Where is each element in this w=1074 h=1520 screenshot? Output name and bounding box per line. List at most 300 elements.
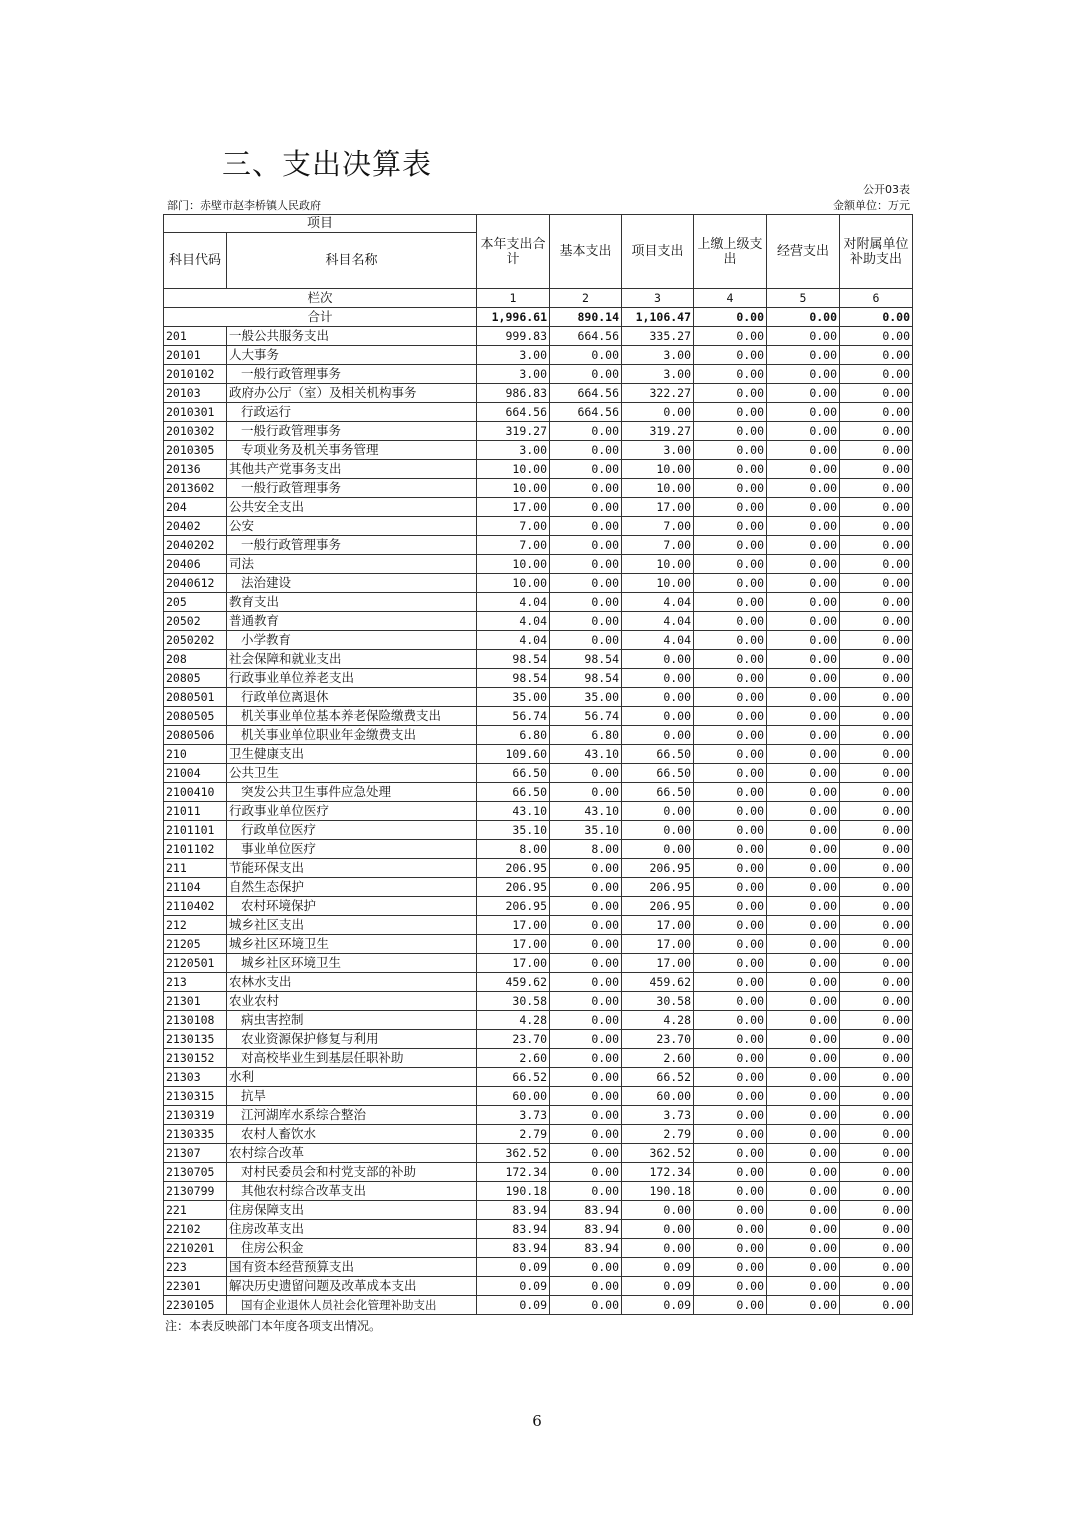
amount-cell: 0.00	[840, 1239, 913, 1258]
amount-cell: 0.00	[767, 441, 840, 460]
amount-cell: 17.00	[622, 954, 694, 973]
amount-cell: 0.00	[840, 612, 913, 631]
amount-cell: 0.00	[767, 954, 840, 973]
table-row	[164, 384, 913, 403]
header-project: 项目支出	[622, 215, 694, 289]
amount-cell: 0.00	[550, 1011, 622, 1030]
subject-code: 20402	[164, 517, 227, 536]
amount-cell: 0.00	[694, 346, 767, 365]
amount-cell: 10.00	[622, 574, 694, 593]
amount-cell: 35.00	[550, 688, 622, 707]
table-row	[164, 859, 913, 878]
amount-cell: 0.00	[694, 688, 767, 707]
subject-name: 病虫害控制	[227, 1011, 477, 1030]
amount-cell: 17.00	[477, 916, 550, 935]
table-row	[164, 897, 913, 916]
amount-cell: 0.00	[694, 1296, 767, 1315]
amount-cell: 0.00	[694, 1068, 767, 1087]
amount-cell: 2.60	[477, 1049, 550, 1068]
subject-name: 城乡社区支出	[227, 916, 477, 935]
amount-cell: 0.00	[550, 992, 622, 1011]
subject-code: 2040612	[164, 574, 227, 593]
amount-cell: 10.00	[477, 460, 550, 479]
amount-cell: 459.62	[622, 973, 694, 992]
amount-cell: 0.00	[694, 821, 767, 840]
amount-cell: 0.00	[694, 612, 767, 631]
amount-cell: 0.00	[550, 460, 622, 479]
amount-cell: 0.00	[622, 840, 694, 859]
amount-cell: 0.00	[840, 726, 913, 745]
amount-cell: 56.74	[477, 707, 550, 726]
table-row	[164, 327, 913, 346]
amount-cell: 8.00	[477, 840, 550, 859]
amount-cell: 0.00	[550, 878, 622, 897]
amount-cell: 0.00	[694, 840, 767, 859]
subject-name: 农村综合改革	[227, 1144, 477, 1163]
amount-cell: 0.00	[767, 897, 840, 916]
column-number: 5	[767, 289, 840, 308]
amount-cell: 0.00	[840, 669, 913, 688]
table-row	[164, 840, 913, 859]
amount-cell: 0.00	[694, 1125, 767, 1144]
subject-name: 司法	[227, 555, 477, 574]
amount-cell: 0.00	[767, 916, 840, 935]
amount-cell: 664.56	[550, 327, 622, 346]
subject-code: 212	[164, 916, 227, 935]
amount-cell: 4.04	[622, 612, 694, 631]
amount-cell: 10.00	[477, 555, 550, 574]
amount-cell: 0.00	[694, 536, 767, 555]
page-title: 三、支出决算表	[222, 147, 433, 181]
table-row	[164, 1087, 913, 1106]
subject-name: 一般行政管理事务	[227, 479, 477, 498]
amount-cell: 0.09	[477, 1258, 550, 1277]
amount-cell: 0.00	[550, 935, 622, 954]
amount-cell: 0.00	[840, 688, 913, 707]
amount-cell: 23.70	[622, 1030, 694, 1049]
table-row	[164, 802, 913, 821]
amount-cell: 0.00	[767, 1220, 840, 1239]
amount-cell: 0.00	[694, 1144, 767, 1163]
column-number: 4	[694, 289, 767, 308]
amount-cell: 0.00	[840, 346, 913, 365]
subject-name: 突发公共卫生事件应急处理	[227, 783, 477, 802]
amount-cell: 0.00	[767, 1239, 840, 1258]
header-upper: 上缴上级支出	[694, 215, 767, 289]
amount-cell: 66.50	[622, 764, 694, 783]
amount-cell: 0.00	[767, 1125, 840, 1144]
amount-cell: 0.00	[840, 498, 913, 517]
amount-cell: 2.79	[622, 1125, 694, 1144]
amount-cell: 7.00	[477, 536, 550, 555]
amount-cell: 0.00	[767, 1182, 840, 1201]
amount-cell: 0.00	[767, 1106, 840, 1125]
sum-value: 0.00	[767, 308, 840, 327]
amount-cell: 0.00	[840, 764, 913, 783]
table-row	[164, 479, 913, 498]
subject-code: 2130799	[164, 1182, 227, 1201]
amount-cell: 0.00	[767, 384, 840, 403]
subject-code: 20136	[164, 460, 227, 479]
amount-cell: 0.00	[694, 764, 767, 783]
amount-cell: 0.00	[622, 726, 694, 745]
column-number: 3	[622, 289, 694, 308]
amount-cell: 0.00	[767, 726, 840, 745]
subject-code: 2130135	[164, 1030, 227, 1049]
amount-cell: 0.00	[840, 802, 913, 821]
amount-cell: 0.00	[840, 707, 913, 726]
amount-cell: 0.00	[767, 1030, 840, 1049]
amount-cell: 0.00	[767, 878, 840, 897]
amount-cell: 206.95	[477, 897, 550, 916]
amount-cell: 7.00	[622, 517, 694, 536]
amount-cell: 0.00	[550, 422, 622, 441]
subject-code: 2080506	[164, 726, 227, 745]
amount-cell: 664.56	[550, 403, 622, 422]
table-row	[164, 1277, 913, 1296]
amount-cell: 0.00	[694, 1011, 767, 1030]
amount-cell: 0.00	[840, 1030, 913, 1049]
amount-cell: 664.56	[477, 403, 550, 422]
table-row	[164, 365, 913, 384]
amount-cell: 664.56	[550, 384, 622, 403]
subject-name: 国有企业退休人员社会化管理补助支出	[227, 1296, 477, 1315]
amount-cell: 0.00	[767, 1011, 840, 1030]
amount-cell: 362.52	[622, 1144, 694, 1163]
table-row	[164, 555, 913, 574]
subject-code: 2010305	[164, 441, 227, 460]
amount-cell: 0.00	[694, 327, 767, 346]
amount-cell: 322.27	[622, 384, 694, 403]
amount-cell: 0.00	[767, 422, 840, 441]
subject-name: 住房保障支出	[227, 1201, 477, 1220]
table-row	[164, 707, 913, 726]
amount-cell: 0.00	[694, 669, 767, 688]
column-number: 2	[550, 289, 622, 308]
amount-cell: 0.00	[767, 935, 840, 954]
subject-code: 2110402	[164, 897, 227, 916]
amount-cell: 17.00	[622, 916, 694, 935]
subject-code: 20101	[164, 346, 227, 365]
subject-code: 22102	[164, 1220, 227, 1239]
table-row	[164, 954, 913, 973]
amount-cell: 206.95	[622, 878, 694, 897]
amount-cell: 0.00	[840, 821, 913, 840]
amount-cell: 0.00	[840, 517, 913, 536]
table-row	[164, 1239, 913, 1258]
amount-cell: 60.00	[622, 1087, 694, 1106]
amount-cell: 986.83	[477, 384, 550, 403]
amount-cell: 0.00	[767, 745, 840, 764]
amount-cell: 35.00	[477, 688, 550, 707]
amount-cell: 6.80	[550, 726, 622, 745]
amount-cell: 0.00	[767, 365, 840, 384]
expenditure-sheet	[163, 182, 912, 1334]
sum-value: 0.00	[840, 308, 913, 327]
column-number: 6	[840, 289, 913, 308]
header-row-item	[164, 215, 913, 233]
amount-cell: 0.00	[840, 384, 913, 403]
amount-cell: 0.00	[694, 1049, 767, 1068]
amount-cell: 0.00	[767, 536, 840, 555]
table-row	[164, 422, 913, 441]
amount-cell: 0.00	[840, 631, 913, 650]
amount-cell: 0.00	[694, 517, 767, 536]
amount-cell: 0.00	[622, 403, 694, 422]
amount-cell: 0.00	[767, 1163, 840, 1182]
subject-code: 21307	[164, 1144, 227, 1163]
table-row	[164, 441, 913, 460]
amount-cell: 0.00	[840, 1049, 913, 1068]
sum-value: 1,106.47	[622, 308, 694, 327]
amount-cell: 0.00	[767, 1049, 840, 1068]
amount-cell: 4.04	[477, 631, 550, 650]
amount-cell: 0.00	[694, 859, 767, 878]
amount-cell: 66.50	[622, 745, 694, 764]
amount-cell: 0.00	[767, 346, 840, 365]
amount-cell: 0.00	[694, 631, 767, 650]
amount-cell: 0.00	[694, 1258, 767, 1277]
amount-cell: 319.27	[622, 422, 694, 441]
amount-cell: 23.70	[477, 1030, 550, 1049]
table-row	[164, 992, 913, 1011]
amount-cell: 0.00	[622, 707, 694, 726]
amount-cell: 0.00	[694, 954, 767, 973]
amount-cell: 4.04	[477, 593, 550, 612]
subject-code: 2101102	[164, 840, 227, 859]
subject-name: 机关事业单位职业年金缴费支出	[227, 726, 477, 745]
subject-name: 社会保障和就业支出	[227, 650, 477, 669]
amount-cell: 0.00	[550, 612, 622, 631]
sum-row	[164, 308, 913, 327]
subject-code: 21104	[164, 878, 227, 897]
amount-cell: 0.00	[767, 669, 840, 688]
table-row	[164, 1106, 913, 1125]
subject-code: 201	[164, 327, 227, 346]
amount-cell: 0.00	[767, 498, 840, 517]
table-row	[164, 346, 913, 365]
amount-cell: 60.00	[477, 1087, 550, 1106]
amount-cell: 0.00	[767, 327, 840, 346]
amount-cell: 7.00	[622, 536, 694, 555]
subject-name: 普通教育	[227, 612, 477, 631]
table-row	[164, 1144, 913, 1163]
subject-code: 21303	[164, 1068, 227, 1087]
amount-cell: 4.28	[477, 1011, 550, 1030]
table-row	[164, 1220, 913, 1239]
amount-cell: 66.50	[477, 783, 550, 802]
header-business: 经营支出	[767, 215, 840, 289]
amount-cell: 0.00	[840, 650, 913, 669]
subject-code: 20805	[164, 669, 227, 688]
subject-name: 事业单位医疗	[227, 840, 477, 859]
amount-cell: 17.00	[622, 935, 694, 954]
amount-cell: 0.00	[840, 878, 913, 897]
subject-name: 住房改革支出	[227, 1220, 477, 1239]
amount-cell: 17.00	[477, 935, 550, 954]
subject-name: 农业农村	[227, 992, 477, 1011]
amount-cell: 0.00	[840, 973, 913, 992]
amount-cell: 459.62	[477, 973, 550, 992]
amount-cell: 0.00	[840, 1163, 913, 1182]
subject-code: 210	[164, 745, 227, 764]
subject-code: 221	[164, 1201, 227, 1220]
amount-cell: 0.00	[550, 1087, 622, 1106]
amount-cell: 0.00	[550, 859, 622, 878]
amount-cell: 0.00	[840, 783, 913, 802]
table-row	[164, 403, 913, 422]
amount-cell: 0.00	[694, 707, 767, 726]
amount-cell: 0.00	[694, 441, 767, 460]
column-number-row	[164, 289, 913, 308]
amount-cell: 172.34	[477, 1163, 550, 1182]
amount-cell: 0.00	[840, 745, 913, 764]
sum-label: 合计	[164, 308, 477, 327]
department-label: 部门：赤壁市赵李桥镇人民政府	[167, 199, 321, 212]
table-id-line	[163, 182, 912, 198]
subject-name: 公共安全支出	[227, 498, 477, 517]
subject-code: 213	[164, 973, 227, 992]
amount-cell: 0.00	[550, 498, 622, 517]
subject-name: 水利	[227, 1068, 477, 1087]
amount-cell: 17.00	[477, 954, 550, 973]
amount-cell: 0.00	[550, 916, 622, 935]
amount-cell: 0.00	[767, 821, 840, 840]
subject-name: 对高校毕业生到基层任职补助	[227, 1049, 477, 1068]
amount-cell: 0.00	[694, 422, 767, 441]
amount-cell: 190.18	[477, 1182, 550, 1201]
amount-cell: 3.00	[477, 346, 550, 365]
amount-cell: 0.00	[694, 802, 767, 821]
amount-cell: 83.94	[550, 1239, 622, 1258]
subject-code: 205	[164, 593, 227, 612]
amount-cell: 319.27	[477, 422, 550, 441]
subject-code: 21301	[164, 992, 227, 1011]
amount-cell: 0.00	[840, 1182, 913, 1201]
table-row	[164, 574, 913, 593]
amount-cell: 0.00	[767, 574, 840, 593]
subject-code: 20103	[164, 384, 227, 403]
amount-cell: 98.54	[550, 650, 622, 669]
amount-cell: 66.50	[622, 783, 694, 802]
header-subsidy: 对附属单位补助支出	[840, 215, 913, 289]
subject-name: 农林水支出	[227, 973, 477, 992]
table-row	[164, 821, 913, 840]
subject-name: 解决历史遗留问题及改革成本支出	[227, 1277, 477, 1296]
amount-cell: 0.00	[622, 821, 694, 840]
header-basic: 基本支出	[550, 215, 622, 289]
subject-name: 其他共产党事务支出	[227, 460, 477, 479]
amount-cell: 4.04	[622, 631, 694, 650]
table-row	[164, 973, 913, 992]
amount-cell: 35.10	[550, 821, 622, 840]
table-row	[164, 935, 913, 954]
amount-cell: 0.00	[550, 555, 622, 574]
amount-cell: 0.00	[840, 1296, 913, 1315]
table-row	[164, 916, 913, 935]
subject-code: 2130315	[164, 1087, 227, 1106]
amount-cell: 0.00	[840, 1106, 913, 1125]
amount-cell: 0.09	[477, 1277, 550, 1296]
amount-cell: 3.00	[477, 365, 550, 384]
amount-cell: 0.00	[550, 365, 622, 384]
amount-cell: 0.00	[767, 973, 840, 992]
amount-cell: 0.00	[550, 536, 622, 555]
subject-name: 公共卫生	[227, 764, 477, 783]
table-row	[164, 726, 913, 745]
table-row	[164, 1068, 913, 1087]
subject-name: 农村环境保护	[227, 897, 477, 916]
amount-cell: 56.74	[550, 707, 622, 726]
amount-cell: 0.00	[767, 593, 840, 612]
unit-label: 金额单位：万元	[833, 199, 910, 212]
amount-cell: 0.09	[622, 1296, 694, 1315]
amount-cell: 7.00	[477, 517, 550, 536]
amount-cell: 0.00	[622, 1239, 694, 1258]
amount-cell: 0.00	[694, 935, 767, 954]
amount-cell: 0.00	[694, 1030, 767, 1049]
amount-cell: 3.00	[622, 346, 694, 365]
amount-cell: 2.60	[622, 1049, 694, 1068]
amount-cell: 0.00	[550, 441, 622, 460]
amount-cell: 66.52	[477, 1068, 550, 1087]
amount-cell: 0.00	[767, 688, 840, 707]
amount-cell: 4.04	[622, 593, 694, 612]
amount-cell: 3.73	[477, 1106, 550, 1125]
subject-code: 21011	[164, 802, 227, 821]
amount-cell: 0.00	[767, 1201, 840, 1220]
amount-cell: 0.00	[550, 1125, 622, 1144]
amount-cell: 0.00	[840, 403, 913, 422]
amount-cell: 0.00	[550, 517, 622, 536]
amount-cell: 66.50	[477, 764, 550, 783]
subject-code: 2130108	[164, 1011, 227, 1030]
amount-cell: 6.80	[477, 726, 550, 745]
amount-cell: 10.00	[477, 574, 550, 593]
amount-cell: 0.00	[694, 555, 767, 574]
amount-cell: 0.00	[694, 1239, 767, 1258]
amount-cell: 0.00	[767, 479, 840, 498]
subject-code: 2013602	[164, 479, 227, 498]
table-row	[164, 764, 913, 783]
amount-cell: 0.00	[767, 840, 840, 859]
table-row	[164, 1049, 913, 1068]
subject-name: 节能环保支出	[227, 859, 477, 878]
subject-name: 抗旱	[227, 1087, 477, 1106]
amount-cell: 0.00	[694, 897, 767, 916]
subject-code: 2080505	[164, 707, 227, 726]
table-row	[164, 1182, 913, 1201]
amount-cell: 0.00	[840, 897, 913, 916]
amount-cell: 83.94	[477, 1220, 550, 1239]
header-total: 本年支出合计	[477, 215, 550, 289]
subject-name: 一般公共服务支出	[227, 327, 477, 346]
amount-cell: 0.00	[694, 783, 767, 802]
amount-cell: 206.95	[622, 859, 694, 878]
subject-code: 2130152	[164, 1049, 227, 1068]
amount-cell: 0.00	[694, 992, 767, 1011]
subject-code: 2130319	[164, 1106, 227, 1125]
amount-cell: 0.00	[694, 745, 767, 764]
amount-cell: 0.00	[622, 669, 694, 688]
amount-cell: 0.00	[840, 574, 913, 593]
subject-name: 教育支出	[227, 593, 477, 612]
amount-cell: 0.00	[550, 593, 622, 612]
sum-value: 0.00	[694, 308, 767, 327]
amount-cell: 0.00	[767, 1068, 840, 1087]
amount-cell: 0.00	[550, 479, 622, 498]
table-row	[164, 536, 913, 555]
